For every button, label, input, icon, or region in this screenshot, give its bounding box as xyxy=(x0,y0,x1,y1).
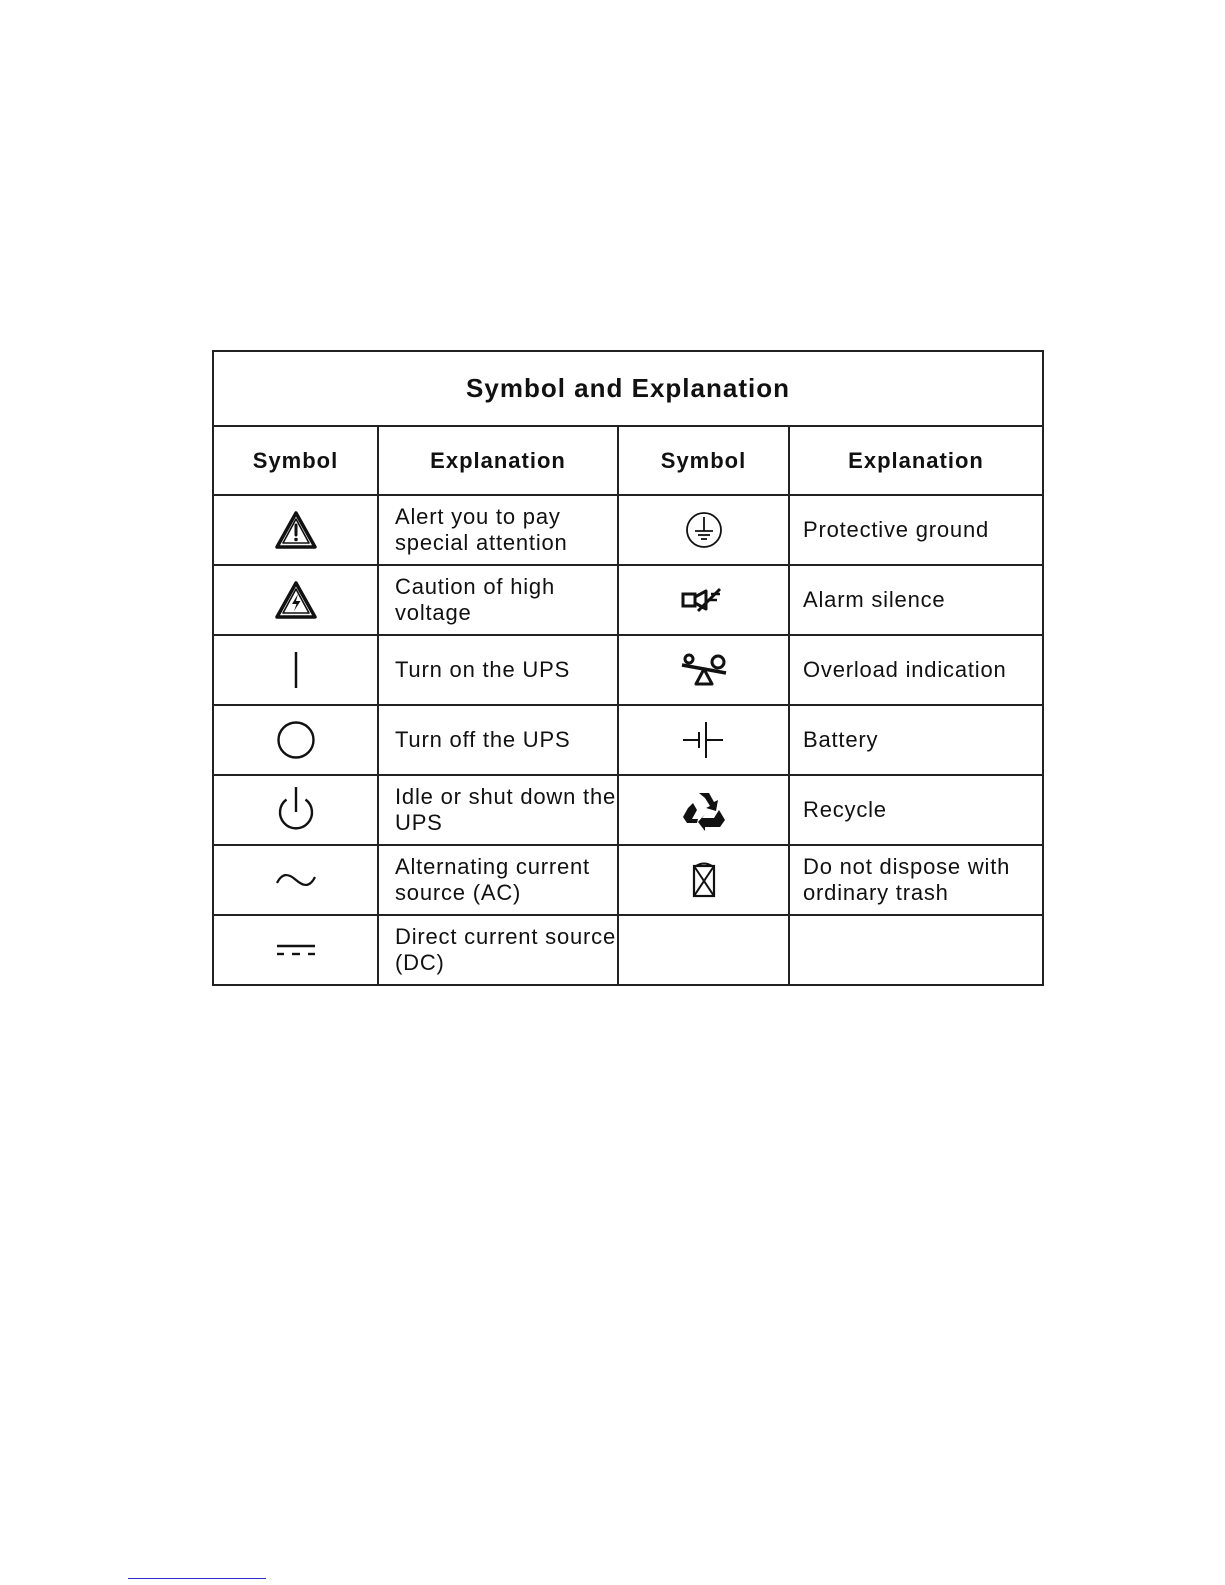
table-header-row xyxy=(213,426,1043,495)
symbol-table xyxy=(212,350,1044,986)
table-row xyxy=(213,775,1043,845)
power-on-icon xyxy=(291,650,301,690)
header-symbol-right: Symbol xyxy=(618,426,789,495)
high-voltage-icon xyxy=(274,580,318,620)
explanation-cell: Do not dispose with ordinary trash xyxy=(789,845,1043,915)
symbol-cell xyxy=(213,915,378,985)
symbol-cell xyxy=(618,775,789,845)
table-row xyxy=(213,915,1043,985)
table-row xyxy=(213,705,1043,775)
empty-symbol-cell xyxy=(618,915,789,985)
standby-icon xyxy=(274,784,318,836)
explanation-cell: Overload indication xyxy=(789,635,1043,705)
explanation-cell: Recycle xyxy=(789,775,1043,845)
explanation-cell: Alarm silence xyxy=(789,565,1043,635)
warning-triangle-icon xyxy=(274,510,318,550)
explanation-cell: Turn off the UPS xyxy=(378,705,618,775)
recycle-icon xyxy=(681,789,727,831)
explanation-cell: Caution of high voltage xyxy=(378,565,618,635)
explanation-cell: Idle or shut down the UPS xyxy=(378,775,618,845)
header-explanation-left: Explanation xyxy=(378,426,618,495)
header-explanation-right: Explanation xyxy=(789,426,1043,495)
alarm-silence-icon xyxy=(680,586,728,614)
symbol-cell xyxy=(618,565,789,635)
symbol-cell xyxy=(618,845,789,915)
symbol-cell xyxy=(618,495,789,565)
ac-icon xyxy=(274,870,318,890)
table-row xyxy=(213,845,1043,915)
footer-rule xyxy=(128,1578,266,1579)
table-row xyxy=(213,565,1043,635)
explanation-cell: Turn on the UPS xyxy=(378,635,618,705)
explanation-cell: Battery xyxy=(789,705,1043,775)
empty-explanation-cell xyxy=(789,915,1043,985)
symbol-cell xyxy=(213,775,378,845)
overload-icon xyxy=(679,653,729,687)
symbol-cell xyxy=(213,705,378,775)
explanation-cell: Protective ground xyxy=(789,495,1043,565)
battery-icon xyxy=(679,720,729,760)
header-symbol-left: Symbol xyxy=(213,426,378,495)
table-row xyxy=(213,495,1043,565)
table-row xyxy=(213,635,1043,705)
explanation-cell: Alert you to pay special attention xyxy=(378,495,618,565)
explanation-cell: Alternating current source (AC) xyxy=(378,845,618,915)
explanation-cell: Direct current source (DC) xyxy=(378,915,618,985)
protective-ground-icon xyxy=(684,510,724,550)
symbol-cell xyxy=(213,565,378,635)
symbol-cell xyxy=(213,495,378,565)
table-title: Symbol and Explanation xyxy=(213,351,1043,426)
no-trash-icon xyxy=(689,860,719,900)
power-off-icon xyxy=(274,718,318,762)
symbol-cell xyxy=(213,635,378,705)
dc-icon xyxy=(274,940,318,960)
symbol-cell xyxy=(213,845,378,915)
symbol-cell xyxy=(618,635,789,705)
symbol-cell xyxy=(618,705,789,775)
